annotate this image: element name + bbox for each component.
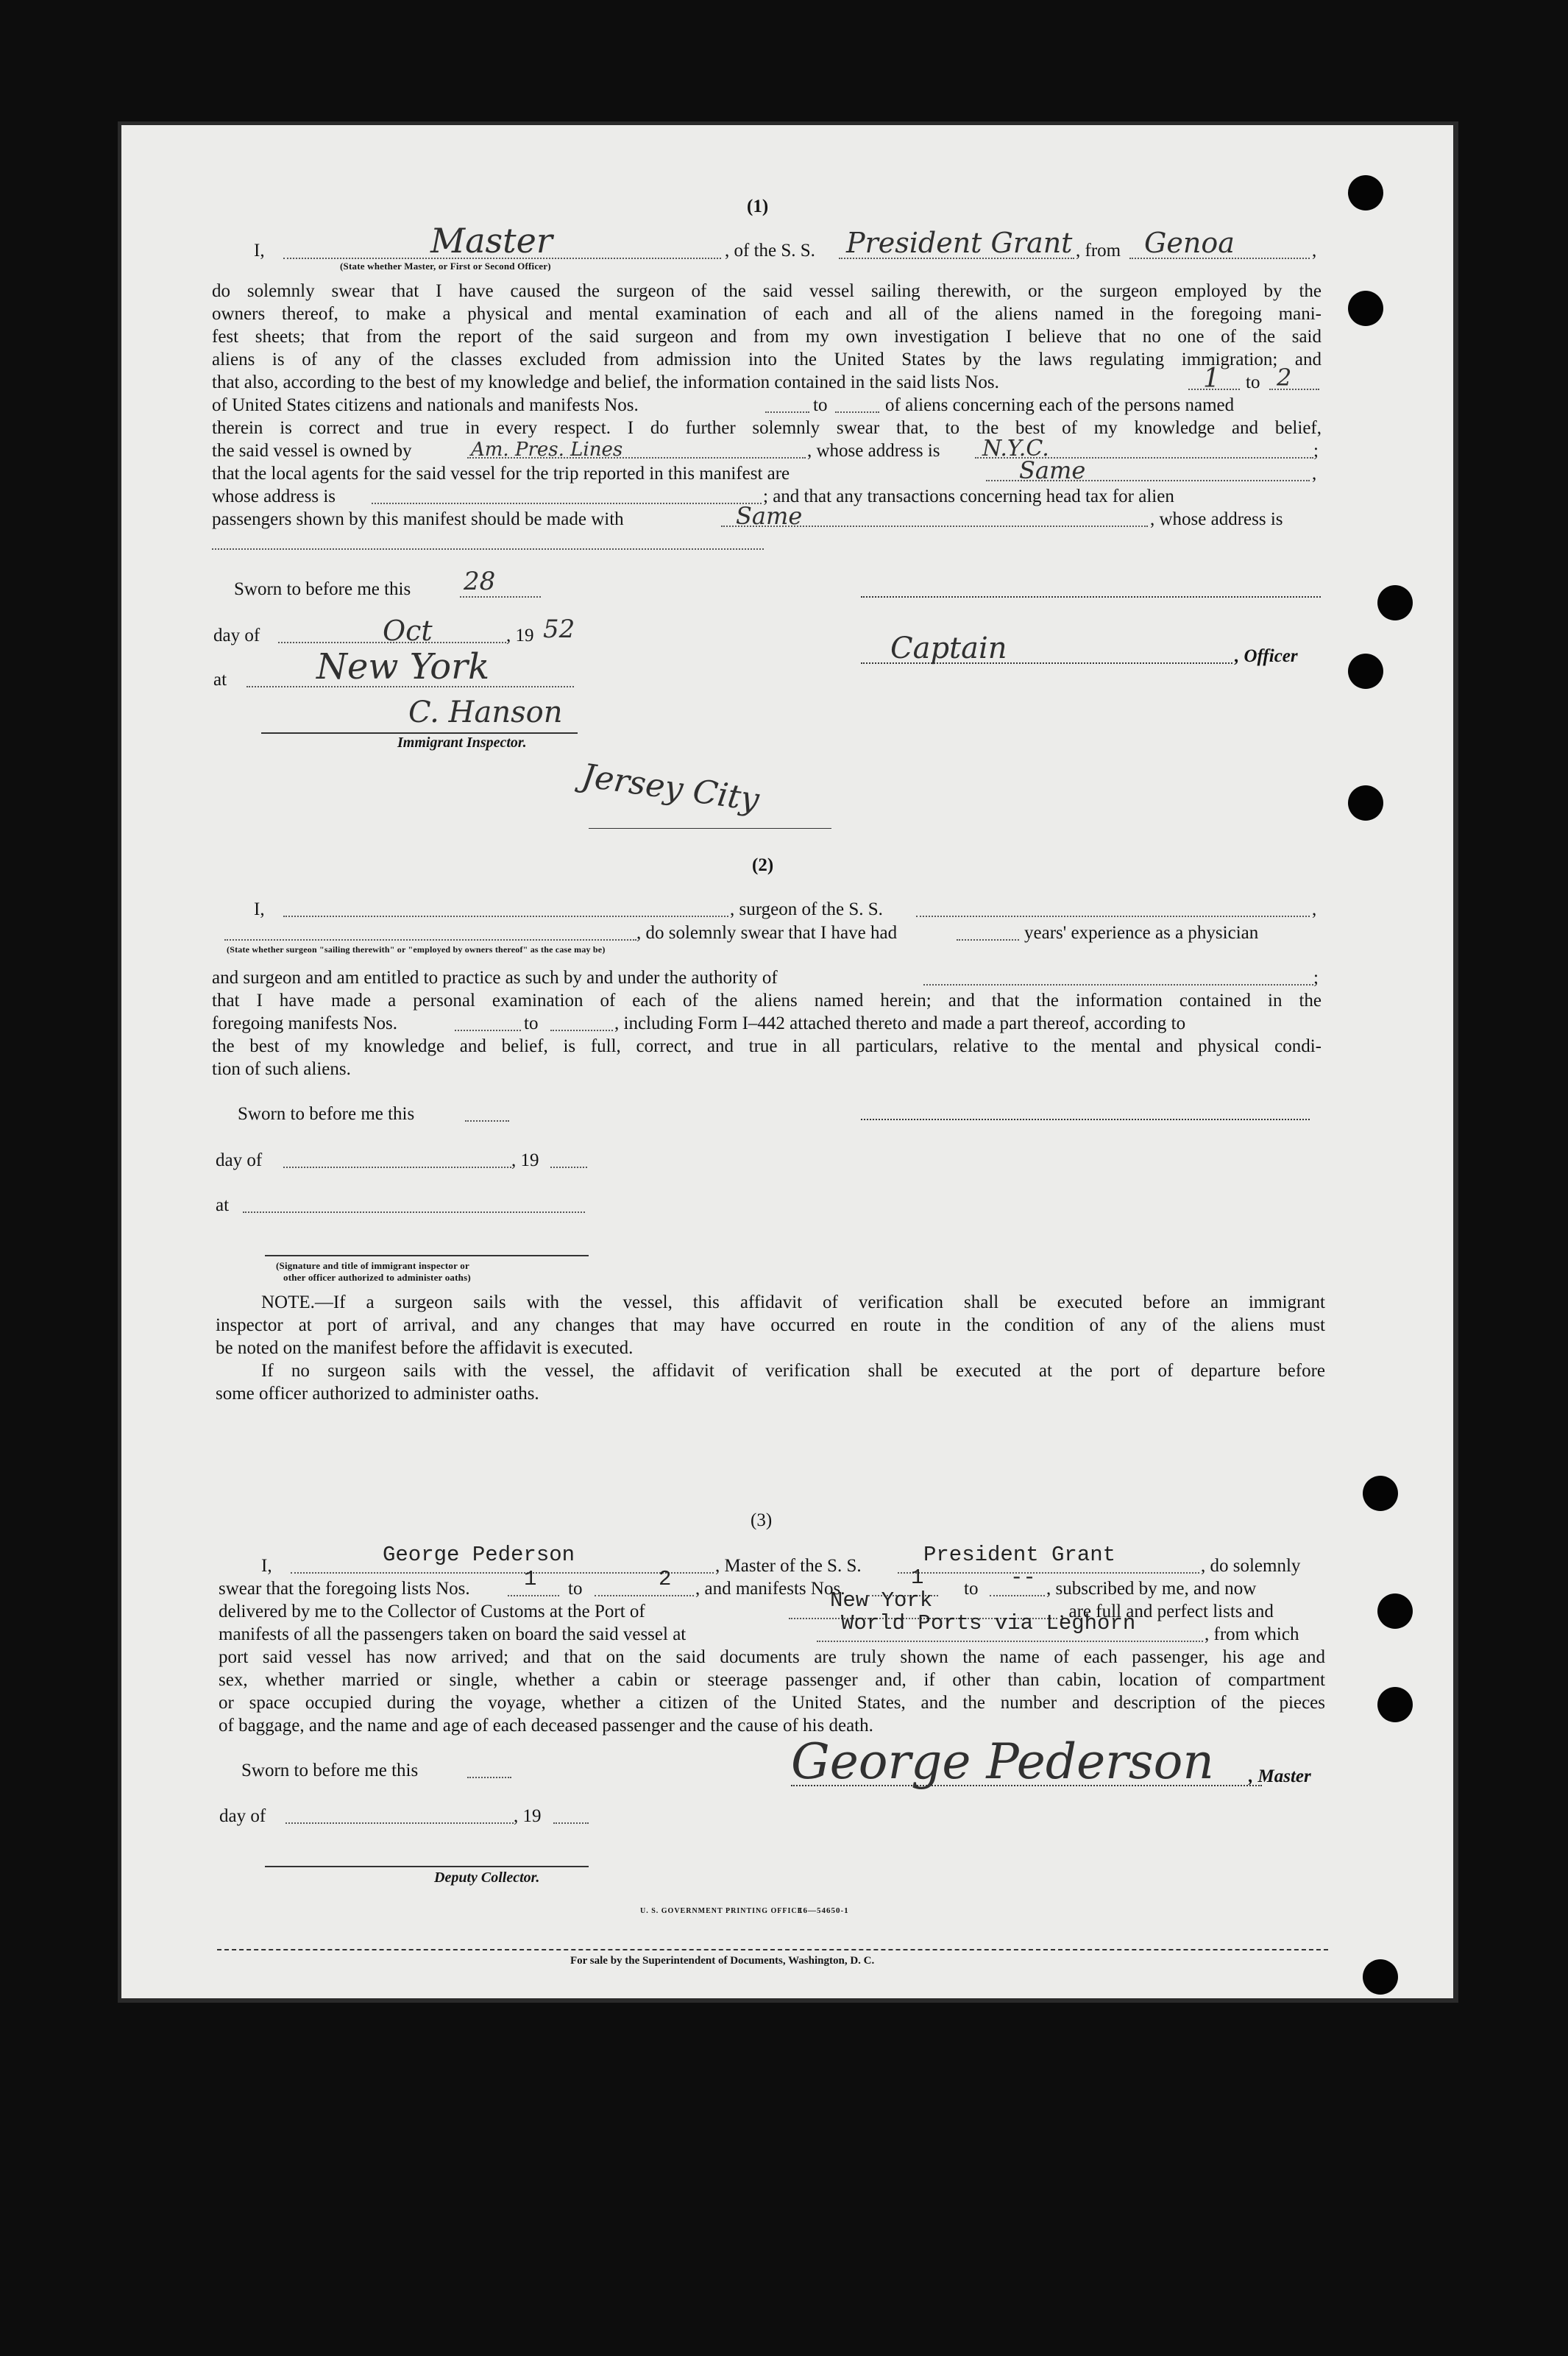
authority-label: and surgeon and am entitled to practice as such by and under the authority of	[212, 968, 778, 988]
foregoing-from-field	[455, 1030, 521, 1031]
surgeon-name-field	[283, 916, 728, 917]
manifests-of-label: manifests of all the passengers taken on board the said vessel at	[219, 1624, 687, 1644]
to-label: to	[964, 1579, 979, 1599]
affidavit-3-body: port said vessel has now arrived; and that on the said documents are truly shown the name of each passenger, his age and sex, whether married or single, whether a cabin or steerage passenger and, if other than cabin, location of compartment or space occupied during the voyage, whether a citizen of the United States, and the number and description of the pieces of baggage, and the name and age of each deceased passenger and the cause of his death.	[219, 1647, 1325, 1736]
at-hand: New York	[316, 646, 490, 687]
gpo-imprint: U. S. GOVERNMENT PRINTING OFFICE	[640, 1907, 803, 1915]
line-end: ,	[1312, 899, 1317, 919]
subscribed-label: , subscribed by me, and now	[1046, 1579, 1257, 1599]
lists-label: that also, according to the best of my knowledge and belief, the information contained in the said lists Nos.	[212, 372, 999, 392]
owner-address-hand: N.Y.C.	[982, 436, 1049, 461]
full-label: , are full and perfect lists and	[1060, 1602, 1274, 1621]
deputy-caption: Deputy Collector.	[434, 1869, 540, 1886]
master-of-label: , Master of the S. S.	[715, 1556, 862, 1576]
surgeon-ship-field	[916, 916, 1310, 917]
ports-typed: World Ports via Leghorn	[841, 1611, 1136, 1635]
to-label: to	[813, 395, 828, 415]
of-ss-label: , of the S. S.	[725, 241, 815, 261]
lists-from-typed: 1	[524, 1567, 537, 1591]
section-number: (3)	[751, 1510, 773, 1530]
foregoing-to-field	[550, 1030, 613, 1031]
master-signature: George Pederson	[791, 1733, 1214, 1790]
sworn-day-field	[467, 1777, 511, 1778]
affidavit-1-body: do solemnly swear that I have caused the surgeon of the said vessel sailing therewith, or the surgeon employed by the owners thereof, to make a physical and mental examination of each and all of the aliens named in the foregoing mani- fest sheets; that from the report of the said surgeon and from my own investigation I believe that no one of the said aliens is of any of the classes excluded from admission into the United States by the laws regulating immigration; and	[212, 281, 1322, 369]
from-which-label: , from which	[1205, 1624, 1299, 1644]
agents-address-label: whose address is	[212, 487, 336, 506]
sig-caption: (Signature and title of immigrant inspector or	[276, 1260, 469, 1271]
at-label: at	[213, 670, 227, 690]
manifests-to-typed: --	[1010, 1566, 1036, 1590]
surgeon-caption: (State whether surgeon "sailing therewith" or "employed by owners thereof" as the case may be)	[227, 944, 606, 955]
officer-handwritten: Master	[430, 221, 553, 261]
year-field	[553, 1822, 589, 1824]
surgeon-type-field	[224, 939, 636, 941]
officer-caption: (State whether Master, or First or Second Officer)	[340, 261, 551, 272]
inspector-line	[265, 1255, 589, 1256]
year-prefix: , 19	[506, 626, 534, 645]
note-paragraph: NOTE.—If a surgeon sails with the vessel, this affidavit of verification shall be executed before an immigrant inspector at port of arrival, and any changes that may have occurred en route in the condition of any of the aliens must be noted on the manifest before the affidavit is executed. If no surgeon sails with the vessel, the affidavit of verification shall be executed at the port of departure before some officer authorized to administer oaths.	[216, 1292, 1325, 1404]
master-name-typed: George Pederson	[383, 1543, 575, 1567]
headtax-hand: Same	[736, 502, 803, 530]
punch-hole	[1377, 1687, 1413, 1722]
month-field	[283, 1167, 511, 1168]
section-number: (1)	[747, 197, 769, 216]
agents-address-field	[372, 503, 762, 504]
authority-field	[923, 984, 1313, 986]
punch-hole	[1348, 785, 1383, 821]
years-label: years' experience as a physician	[1024, 923, 1259, 943]
punch-hole	[1348, 175, 1383, 211]
manifests-to-field	[990, 1595, 1045, 1596]
lists-to-hand: 2	[1277, 364, 1292, 392]
year-hand: 52	[543, 615, 575, 644]
sale-notice: For sale by the Superintendent of Documents, Washington, D. C.	[570, 1955, 875, 1967]
line-end: ,	[1312, 464, 1317, 484]
manifests-label: , and manifests Nos.	[695, 1579, 845, 1599]
sig-caption: other officer authorized to administer oaths)	[283, 1272, 471, 1283]
including-label: , including Form I–442 attached thereto and made a part thereof, according to	[614, 1013, 1186, 1033]
jersey-city-hand: Jersey City	[579, 757, 762, 819]
sworn-label: Sworn to before me this	[238, 1104, 415, 1124]
affidavit-2-body: that I have made a personal examination of each of the aliens named herein; and that the information contained in the	[212, 991, 1322, 1011]
from-label: , from	[1076, 241, 1121, 261]
lists-to-field	[595, 1595, 694, 1596]
footer-rule	[217, 1949, 1328, 1950]
punch-hole	[1363, 1476, 1398, 1511]
affidavit-2-body: tion of such aliens.	[212, 1059, 351, 1079]
officer-signature-line	[861, 596, 1321, 598]
swear-label: swear that the foregoing lists Nos.	[219, 1579, 470, 1599]
address-label: , whose address is	[807, 441, 940, 461]
master-signature-line	[791, 1785, 1262, 1786]
semicolon: ;	[1313, 441, 1319, 461]
affiant-label: I,	[261, 1556, 272, 1576]
master-ship-typed: President Grant	[923, 1543, 1116, 1567]
form-number: 16—54650-1	[798, 1906, 849, 1915]
surgeon-of-label: , surgeon of the S. S.	[730, 899, 883, 919]
lists-from-hand: 1	[1203, 364, 1220, 394]
years-field	[957, 939, 1019, 941]
head-tax-label: ; and that any transactions concerning head tax for alien	[763, 487, 1174, 506]
surgeon-signature-line	[861, 1119, 1310, 1120]
delivered-label: delivered by me to the Collector of Customs at the Port of	[219, 1602, 645, 1621]
to-label: to	[568, 1579, 583, 1599]
passengers-label: passengers shown by this manifest should be made with	[212, 509, 624, 529]
owner-hand: Am. Pres. Lines	[471, 439, 623, 461]
at-field	[243, 1211, 585, 1213]
master-ship-field	[898, 1572, 1199, 1574]
deputy-line	[265, 1866, 589, 1867]
punch-hole	[1363, 1959, 1398, 1995]
manifests-from-field	[765, 411, 809, 413]
address-label: , whose address is	[1150, 509, 1283, 529]
aliens-label: of aliens concerning each of the persons named	[885, 395, 1235, 415]
sworn-day-field	[465, 1120, 509, 1122]
owned-by-label: the said vessel is owned by	[212, 441, 412, 461]
affiant-label: I,	[254, 899, 265, 919]
year-prefix: , 19	[511, 1150, 539, 1170]
section-number: (2)	[752, 855, 774, 875]
lists-to-typed: 2	[659, 1567, 672, 1591]
inspector-signature: C. Hanson	[408, 696, 563, 729]
sworn-day-hand: 28	[464, 567, 496, 596]
inspector-caption: Immigrant Inspector.	[397, 735, 527, 751]
semicolon: ;	[1313, 968, 1319, 988]
day-of-label: day of	[219, 1806, 266, 1826]
manifests-to-field	[835, 411, 879, 413]
agents-hand: Same	[1019, 456, 1086, 484]
captain-signature: Captain	[890, 632, 1007, 665]
day-of-label: day of	[213, 626, 260, 645]
swear-label: , do solemnly swear that I have had	[636, 923, 898, 943]
lists-from-field	[508, 1595, 559, 1596]
punch-hole	[1348, 291, 1383, 326]
officer-label: , Officer	[1235, 646, 1298, 666]
agents-label: that the local agents for the said vessel for the trip reported in this manifest are	[212, 464, 790, 484]
correct-line: therein is correct and true in every respect. I do further solemnly swear that, to the best of my knowledge and belief,	[212, 418, 1322, 438]
master-name-field	[291, 1572, 714, 1574]
ship-handwritten: President Grant	[846, 227, 1073, 259]
punch-hole	[1377, 1593, 1413, 1629]
manifests-label: of United States citizens and nationals and manifests Nos.	[212, 395, 639, 415]
officer-signature-line	[861, 662, 1232, 664]
do-solemnly-label: , do solemnly	[1201, 1556, 1301, 1576]
punch-hole	[1377, 585, 1413, 620]
punch-hole	[1348, 654, 1383, 689]
affiant-label: I,	[254, 241, 265, 261]
month-hand: Oct	[383, 615, 433, 647]
master-label: , Master	[1249, 1766, 1311, 1786]
sworn-label: Sworn to before me this	[234, 579, 411, 599]
line-end: ,	[1312, 241, 1317, 261]
port-typed: New York	[830, 1588, 933, 1613]
affidavit-2-body: the best of my knowledge and belief, is full, correct, and true in all particulars, relative to the mental and physical condi-	[212, 1036, 1322, 1056]
year-field	[550, 1167, 587, 1168]
from-handwritten: Genoa	[1144, 227, 1235, 259]
headtax-address-field	[212, 548, 764, 550]
to-label: to	[524, 1013, 539, 1033]
foregoing-label: foregoing manifests Nos.	[212, 1013, 398, 1033]
sworn-day-field	[460, 596, 541, 598]
to-label: to	[1246, 372, 1260, 392]
year-prefix: , 19	[514, 1806, 542, 1826]
sworn-label: Sworn to before me this	[241, 1761, 419, 1780]
jersey-city-line	[589, 828, 831, 829]
inspector-line	[261, 732, 578, 734]
at-label: at	[216, 1195, 230, 1215]
day-of-label: day of	[216, 1150, 263, 1170]
month-field	[285, 1822, 514, 1824]
ports-field	[817, 1641, 1203, 1642]
manifests-from-typed: 1	[911, 1566, 924, 1590]
